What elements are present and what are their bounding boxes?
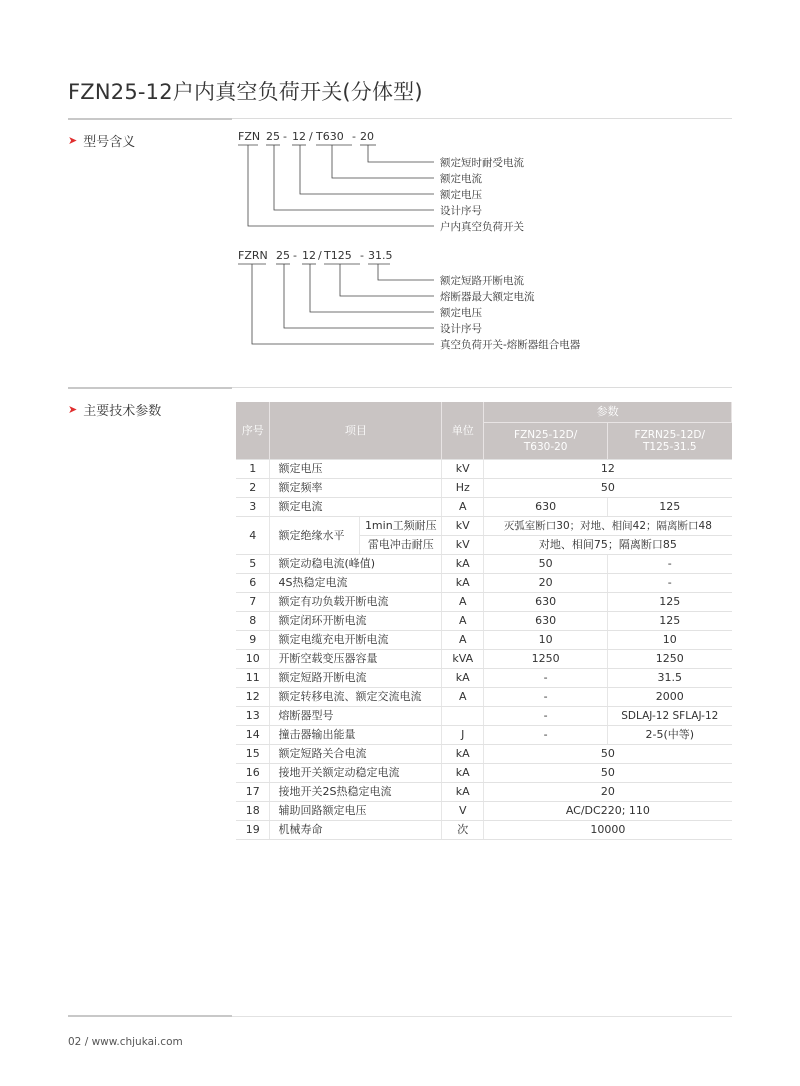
table-row: [236, 764, 732, 783]
cell-unit: kV: [442, 460, 484, 479]
table-row: [236, 631, 732, 650]
cell-value-1: -: [484, 707, 608, 726]
cell-item: 撞击器输出能量: [270, 726, 442, 745]
chevron-right-icon: ➤: [68, 134, 78, 147]
cell-no: 3: [236, 498, 270, 517]
section-tech-params: [68, 400, 161, 419]
code-segment: -: [360, 249, 364, 262]
diagram-label: 额定短时耐受电流: [440, 157, 524, 169]
cell-item: 额定短路开断电流: [270, 669, 442, 688]
cell-item: 开断空载变压器容量: [270, 650, 442, 669]
code-segment: /: [309, 130, 313, 143]
cell-value-2: 125: [608, 612, 732, 631]
cell-no: 9: [236, 631, 270, 650]
header-item: 项目: [270, 402, 442, 460]
page-title: FZN25-12户内真空负荷开关(分体型): [68, 80, 423, 104]
cell-value: AC/DC220; 110: [484, 802, 732, 821]
cell-item: 额定频率: [270, 479, 442, 498]
table-row: [236, 802, 732, 821]
cell-no: 1: [236, 460, 270, 479]
cell-subitem: 1min工频耐压: [360, 517, 442, 536]
cell-value: 10000: [484, 821, 732, 840]
diagram-label: 额定电流: [440, 173, 482, 185]
table-header-row: [236, 402, 732, 423]
cell-item: 额定有功负载开断电流: [270, 593, 442, 612]
cell-value-2: 31.5: [608, 669, 732, 688]
cell-no: 2: [236, 479, 270, 498]
cell-unit: kA: [442, 764, 484, 783]
table-row: [236, 669, 732, 688]
header-no: 序号: [236, 402, 270, 460]
cell-unit: kA: [442, 745, 484, 764]
table-row: [236, 479, 732, 498]
cell-value: 对地、相间75；隔离断口85: [484, 536, 732, 555]
cell-value-1: 630: [484, 593, 608, 612]
cell-no: 16: [236, 764, 270, 783]
code-segment: FZRN: [238, 249, 268, 262]
header-col2-line1: FZRN25-12D/: [634, 429, 706, 441]
cell-value-2: -: [608, 574, 732, 593]
cell-value-2: 2-5(中等): [608, 726, 732, 745]
table-row: [236, 555, 732, 574]
table-row: [236, 498, 732, 517]
cell-unit: kA: [442, 783, 484, 802]
code-segment: /: [318, 249, 322, 262]
cell-no: 7: [236, 593, 270, 612]
cell-item: 额定短路关合电流: [270, 745, 442, 764]
cell-item: 额定电缆充电开断电流: [270, 631, 442, 650]
code-segment: 12: [292, 130, 306, 143]
cell-item: 机械寿命: [270, 821, 442, 840]
code-segment: FZN: [238, 130, 261, 143]
table-row: [236, 593, 732, 612]
cell-value-2: SDLAJ-12 SFLAJ-12: [608, 707, 732, 726]
cell-unit: V: [442, 802, 484, 821]
cell-value-2: 10: [608, 631, 732, 650]
cell-no: 4: [236, 517, 270, 555]
header-col2: [608, 423, 732, 460]
cell-no: 13: [236, 707, 270, 726]
code-segment: 31.5: [368, 249, 393, 262]
cell-no: 18: [236, 802, 270, 821]
table-row: [236, 574, 732, 593]
cell-no: 17: [236, 783, 270, 802]
cell-unit: J: [442, 726, 484, 745]
cell-value: 50: [484, 479, 732, 498]
header-col1-line2: T630-20: [523, 441, 568, 453]
cell-value-2: -: [608, 555, 732, 574]
chevron-right-icon: ➤: [68, 403, 78, 416]
table-row: [236, 821, 732, 840]
cell-value-1: -: [484, 726, 608, 745]
code-segment: 25: [276, 249, 290, 262]
table-row: [236, 517, 732, 536]
header-col2-line2: T125-31.5: [642, 441, 697, 453]
footer-page-url: 02 / www.chjukai.com: [68, 1036, 183, 1048]
cell-unit: A: [442, 498, 484, 517]
cell-value: 12: [484, 460, 732, 479]
table-row: [236, 460, 732, 479]
cell-value-1: 20: [484, 574, 608, 593]
cell-no: 14: [236, 726, 270, 745]
cell-item: 接地开关额定动稳定电流: [270, 764, 442, 783]
cell-no: 12: [236, 688, 270, 707]
diagram-label: 额定短路开断电流: [440, 275, 524, 287]
diagram-label: 额定电压: [440, 189, 482, 201]
diagram-label: 设计序号: [440, 323, 482, 335]
table-row: [236, 612, 732, 631]
section-heading: 主要技术参数: [83, 404, 162, 419]
cell-no: 6: [236, 574, 270, 593]
code-segment: 20: [360, 130, 374, 143]
cell-value-2: 125: [608, 498, 732, 517]
cell-no: 19: [236, 821, 270, 840]
cell-value-1: 1250: [484, 650, 608, 669]
cell-unit: kVA: [442, 650, 484, 669]
cell-unit: [442, 707, 484, 726]
cell-unit: A: [442, 688, 484, 707]
section-heading: 型号含义: [83, 135, 136, 150]
cell-unit: 次: [442, 821, 484, 840]
cell-item: 额定电流: [270, 498, 442, 517]
table-row: [236, 688, 732, 707]
diagram-label: 设计序号: [440, 205, 482, 217]
cell-unit: kA: [442, 669, 484, 688]
code-segment: 25: [266, 130, 280, 143]
spec-table: [236, 402, 732, 840]
table-row: [236, 650, 732, 669]
table-row: [236, 726, 732, 745]
header-params: 参数: [484, 402, 732, 423]
footer-divider-accent: [68, 1015, 232, 1017]
cell-item: 额定闭环开断电流: [270, 612, 442, 631]
cell-unit: A: [442, 593, 484, 612]
code-segment: T125: [324, 249, 352, 262]
diagram-label: 额定电压: [440, 307, 482, 319]
cell-unit: kV: [442, 536, 484, 555]
cell-item: 4S热稳定电流: [270, 574, 442, 593]
cell-value-1: -: [484, 688, 608, 707]
cell-item: 熔断器型号: [270, 707, 442, 726]
header-col1: [484, 423, 608, 460]
code-segment: -: [283, 130, 287, 143]
model-diagram-1: [238, 130, 558, 240]
header-unit: 单位: [442, 402, 484, 460]
cell-item: 额定电压: [270, 460, 442, 479]
cell-value: 20: [484, 783, 732, 802]
cell-value: 50: [484, 745, 732, 764]
header-col1-line1: FZN25-12D/: [514, 429, 578, 441]
cell-no: 5: [236, 555, 270, 574]
cell-unit: A: [442, 631, 484, 650]
cell-value-1: -: [484, 669, 608, 688]
cell-value-1: 630: [484, 498, 608, 517]
cell-value-2: 1250: [608, 650, 732, 669]
code-segment: 12: [302, 249, 316, 262]
code-segment: -: [352, 130, 356, 143]
code-segment: -: [293, 249, 297, 262]
diagram-label: 户内真空负荷开关: [440, 221, 524, 233]
cell-no: 8: [236, 612, 270, 631]
cell-value: 灭弧室断口30；对地、相间42；隔离断口48: [484, 517, 732, 536]
title-divider-accent: [68, 118, 232, 120]
cell-unit: kA: [442, 555, 484, 574]
cell-item: 辅助回路额定电压: [270, 802, 442, 821]
cell-value-1: 10: [484, 631, 608, 650]
cell-value-1: 630: [484, 612, 608, 631]
cell-value-2: 2000: [608, 688, 732, 707]
cell-value: 50: [484, 764, 732, 783]
cell-unit: kV: [442, 517, 484, 536]
cell-unit: kA: [442, 574, 484, 593]
table-row: [236, 745, 732, 764]
cell-unit: Hz: [442, 479, 484, 498]
cell-value-2: 125: [608, 593, 732, 612]
section-divider-accent: [68, 387, 232, 389]
diagram-label: 真空负荷开关-熔断器组合电器: [440, 339, 581, 351]
diagram-label: 熔断器最大额定电流: [440, 291, 535, 303]
table-row: [236, 707, 732, 726]
code-segment: T630: [316, 130, 344, 143]
cell-no: 11: [236, 669, 270, 688]
section-model-meaning: [68, 131, 135, 150]
cell-no: 10: [236, 650, 270, 669]
cell-item: 额定转移电流、额定交流电流: [270, 688, 442, 707]
cell-item: 额定动稳电流(峰值): [270, 555, 442, 574]
cell-subitem: 雷电冲击耐压: [360, 536, 442, 555]
cell-unit: A: [442, 612, 484, 631]
table-row: [236, 783, 732, 802]
model-diagram-2: [238, 249, 618, 359]
cell-value-1: 50: [484, 555, 608, 574]
cell-item: 额定绝缘水平: [270, 517, 360, 555]
cell-item: 接地开关2S热稳定电流: [270, 783, 442, 802]
cell-no: 15: [236, 745, 270, 764]
